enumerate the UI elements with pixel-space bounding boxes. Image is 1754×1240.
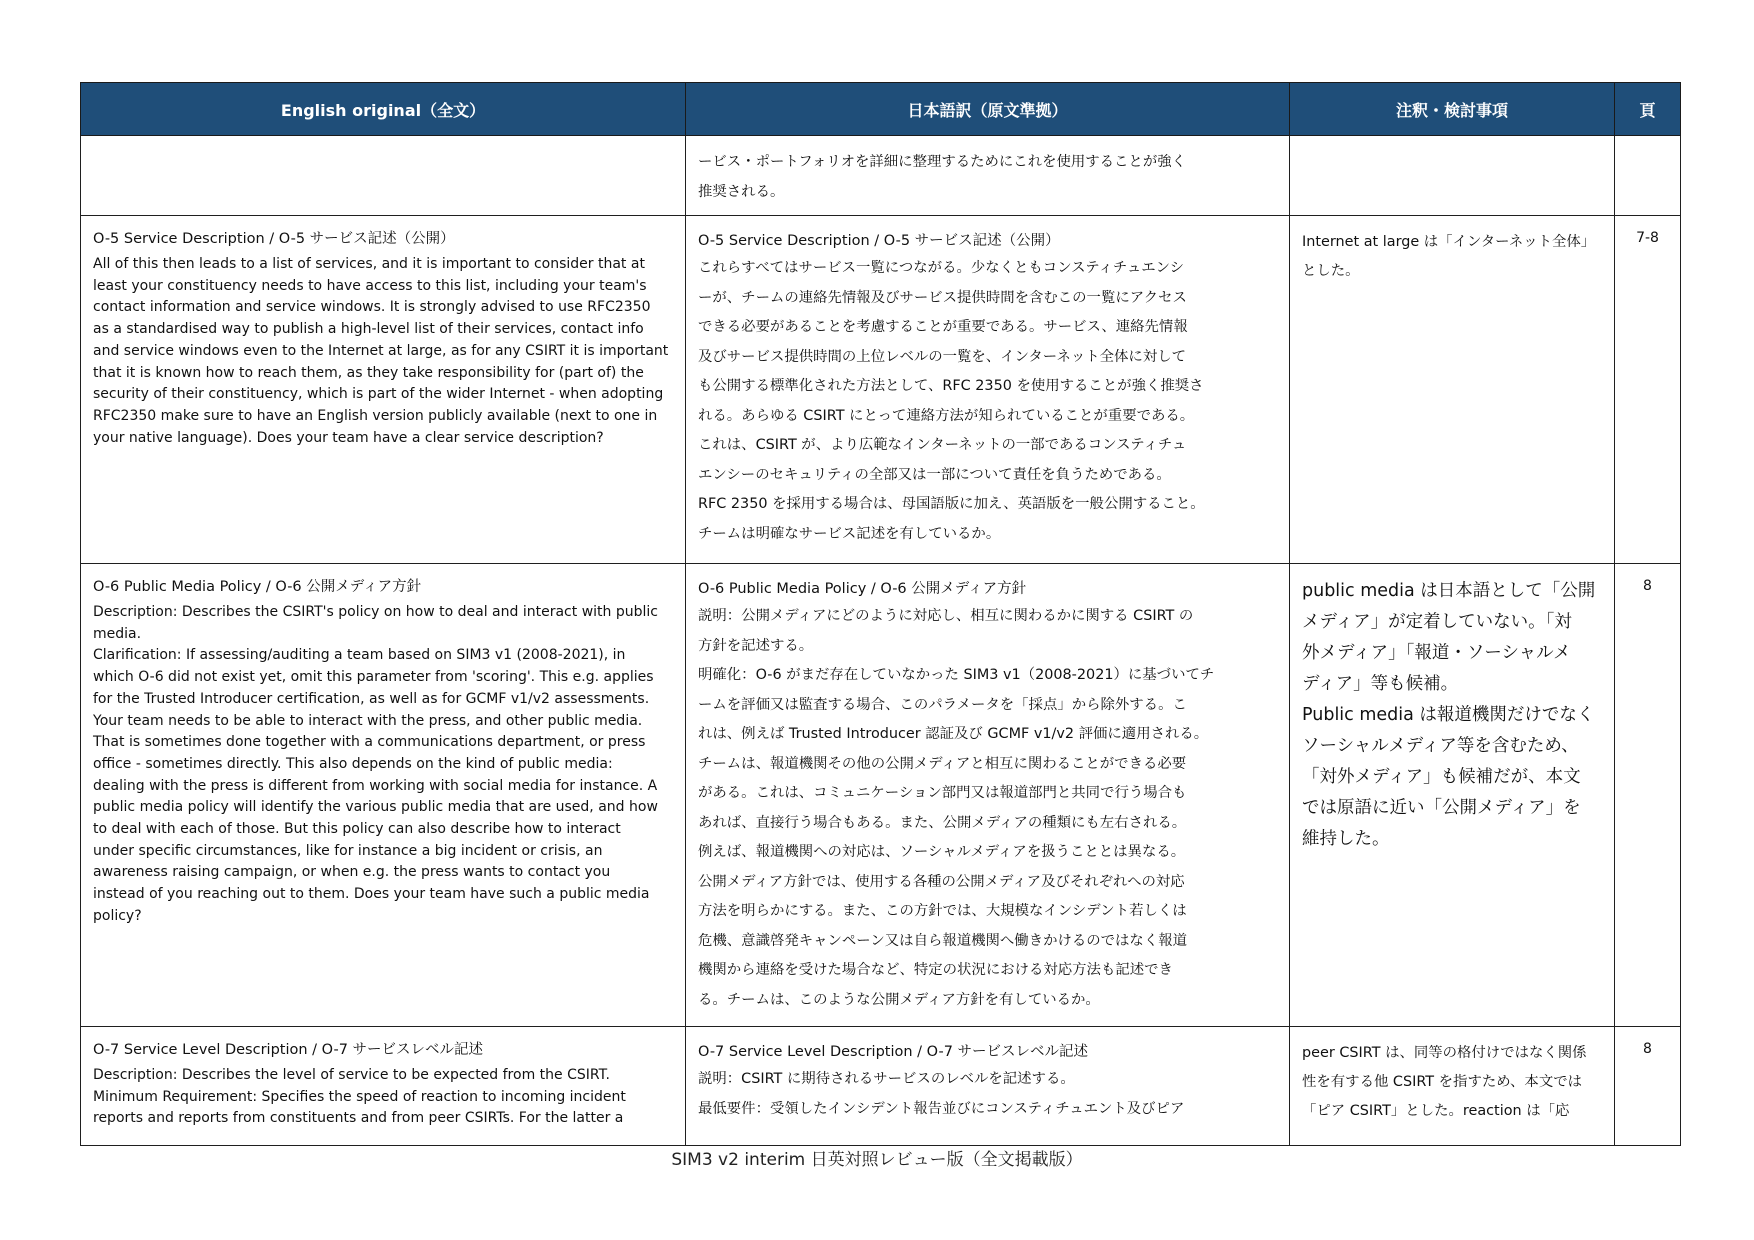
page-cell <box>1615 136 1681 216</box>
japanese-item-title: O-5 Service Description / O-5 サービス記述（公開） <box>698 233 1060 249</box>
english-item-body: Description: Describes the CSIRT's policy on how to deal and interact with public media. Clarification: If assessing/auditing a team based on SIM3 v1 (2008-2021), in which O-6 did not exist yet, omit this parameter from 'scoring'. This e.g. applies for the Trusted Introducer certification, as well as for GCMF v1/v2 assessments. Your team needs to be able to interact with the press, and other public media. That is sometimes done together with a communications department, or press office - sometimes directly. This also depends on the kind of public media: dealing with the press is different from working with social media for instance. A public media policy will identify the various public media that are used, and how to deal with each of those. But this policy can also describe how to interact under specific circumstances, like for instance a big incident or crisis, an awareness raising campaign, or when e.g. the press wants to contact you instead of you reaching out to them. Does your team have such a public media policy? <box>93 604 658 924</box>
japanese-item-title: O-7 Service Level Description / O-7 サービスレベル記述 <box>698 1044 1089 1060</box>
header-page: 頁 <box>1615 83 1681 136</box>
japanese-item-body: ービス・ポートフォリオを詳細に整理するためにこれを使用することが強く 推奨される。 <box>698 154 1186 200</box>
review-table <box>80 82 1681 1146</box>
english-cell <box>81 216 686 564</box>
page-cell: 8 <box>1615 564 1681 1027</box>
japanese-cell <box>686 1027 1290 1146</box>
header-notes: 注釈・検討事項 <box>1290 83 1615 136</box>
english-cell <box>81 564 686 1027</box>
japanese-cell <box>686 136 1290 216</box>
english-item-title: O-6 Public Media Policy / O-6 公開メディア方針 <box>93 579 422 595</box>
japanese-item-body: 説明：公開メディアにどのように対応し、相互に関わるかに関する CSIRT の 方針を記述する。 明確化：O-6 がまだ存在していなかった SIM3 v1（2008-2021）に基づいてチ ームを評価又は監査する場合、このパラメータを「採点」から除外する。こ れは、例えば Trusted Introducer 認証及び GCMF v1/v2 評価に適用される。 チームは、報道機関その他の公開メディアと相互に関わることができる必要 がある。これは、コミュニケーション部門又は報道部門と共同で行う場合も あれば、直接行う場合もある。また、公開メディアの種類にも左右される。 例えば、報道機関への対応は、ソーシャルメディアを扱うこととは異なる。 公開メディア方針では、使用する各種の公開メディア及びそれぞれへの対応 方法を明らかにする。また、この方針では、大規模なインシデント若しくは 危機、意識啓発キャンペーン又は自ら報道機関へ働きかけるのではなく報道 機関から連絡を受けた場合など、特定の状況における対応方法も記述でき る。チームは、このような公開メディア方針を有しているか。 <box>698 608 1215 1008</box>
table-row <box>81 564 1681 1027</box>
japanese-item-title: O-6 Public Media Policy / O-6 公開メディア方針 <box>698 581 1027 597</box>
japanese-cell <box>686 216 1290 564</box>
table-header-row <box>81 83 1681 136</box>
note-cell <box>1290 1027 1615 1146</box>
english-cell <box>81 136 686 216</box>
table-row <box>81 216 1681 564</box>
japanese-item-body: これらすべてはサービス一覧につながる。少なくともコンスティチュエンシ ーが、チームの連絡先情報及びサービス提供時間を含むこの一覧にアクセス できる必要があることを考慮することが重要である。サービス、連絡先情報 及びサービス提供時間の上位レベルの一覧を、インターネット全体に対して も公開する標準化された方法として、RFC 2350 を使用することが強く推奨さ れる。あらゆる CSIRT にとって連絡方法が知られていることが重要である。 これは、CSIRT が、より広範なインターネットの一部であるコンスティチュ エンシーのセキュリティの全部又は一部について責任を負うためである。 RFC 2350 を採用する場合は、母国語版に加え、英語版を一般公開すること。 チームは明確なサービス記述を有しているか。 <box>698 260 1205 542</box>
table-row <box>81 1027 1681 1146</box>
note-text: Internet at large は「インターネット全体」 とした。 <box>1302 234 1596 279</box>
note-text: public media は日本語として「公開 メディア」が定着していない。「対 外メディア」「報道・ソーシャルメ ディア」等も候補。 Public media は報道機関だけでなく ソーシャルメディア等を含むため、 「対外メディア」も候補だが、本文 では原語に近い「公開メディア」を 維持した。 <box>1302 581 1596 849</box>
header-japanese-translation: 日本語訳（原文準拠） <box>686 83 1290 136</box>
english-item-body: Description: Describes the level of service to be expected from the CSIRT. Minimum Requirement: Specifies the speed of reaction to incoming incident reports and reports from constituents and from peer CSIRTs. For the latter a <box>93 1067 626 1127</box>
english-cell <box>81 1027 686 1146</box>
note-cell <box>1290 216 1615 564</box>
japanese-cell <box>686 564 1290 1027</box>
note-text: peer CSIRT は、同等の格付けではなく関係 性を有する他 CSIRT を指すため、本文では 「ピア CSIRT」とした。reaction は「応 <box>1302 1045 1587 1119</box>
note-cell <box>1290 564 1615 1027</box>
english-item-body: All of this then leads to a list of services, and it is important to consider that at least your constituency needs to have access to this list, including your team's contact information and service windows. It is strongly advised to use RFC2350 as a standardised way to publish a high-level list of their services, contact info and service windows even to the Internet at large, as for any CSIRT it is important that it is known how to reach them, as they take responsibility for (part of) the security of their constituency, which is part of the wider Internet - when adopting RFC2350 make sure to have an English version publicly available (next to one in your native language). Does your team have a clear service description? <box>93 256 669 446</box>
english-item-title: O-5 Service Description / O-5 サービス記述（公開） <box>93 231 455 247</box>
note-cell <box>1290 136 1615 216</box>
japanese-item-body: 説明：CSIRT に期待されるサービスのレベルを記述する。 最低要件：受領したインシデント報告並びにコンスティチュエント及びピア <box>698 1071 1185 1117</box>
page-cell: 7-8 <box>1615 216 1681 564</box>
page-footer: SIM3 v2 interim 日英対照レビュー版（全文掲載版） <box>671 1150 1083 1170</box>
page-cell: 8 <box>1615 1027 1681 1146</box>
english-item-title: O-7 Service Level Description / O-7 サービスレベル記述 <box>93 1042 484 1058</box>
header-english-original: English original（全文） <box>81 83 686 136</box>
table-row <box>81 136 1681 216</box>
